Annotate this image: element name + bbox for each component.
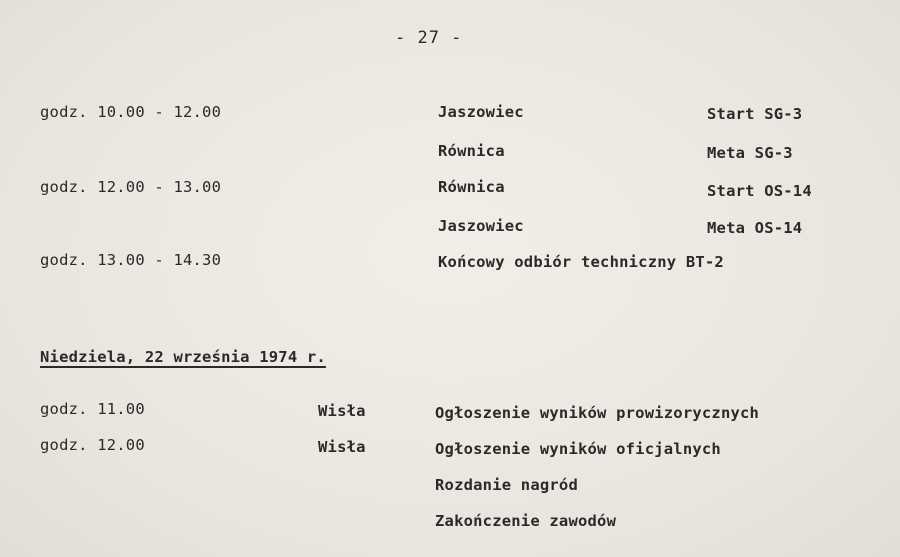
schedule-place: Końcowy odbiór techniczny BT-2 [438, 253, 724, 271]
schedule-time: godz. 13.00 - 14.30 [40, 251, 222, 269]
schedule-event: Start SG-3 [707, 105, 803, 123]
schedule-time: godz. 12.00 - 13.00 [40, 178, 222, 196]
schedule-place: Równica [438, 178, 505, 196]
schedule-place: Równica [438, 142, 505, 160]
schedule-event: Ogłoszenie wyników oficjalnych [435, 440, 721, 458]
page-number: - 27 - [395, 28, 463, 48]
schedule-event: Zakończenie zawodów [435, 512, 617, 530]
schedule-place: Wisła [318, 402, 366, 420]
schedule-event: Ogłoszenie wyników prowizorycznych [435, 404, 760, 422]
schedule-place: Jaszowiec [438, 103, 524, 121]
schedule-time: godz. 11.00 [40, 400, 145, 418]
schedule-event: Meta SG-3 [707, 144, 793, 162]
schedule-time: godz. 12.00 [40, 436, 145, 454]
schedule-event: Start OS-14 [707, 182, 812, 200]
schedule-time: godz. 10.00 - 12.00 [40, 103, 222, 121]
schedule-event: Rozdanie nagród [435, 476, 578, 494]
schedule-place: Jaszowiec [438, 217, 524, 235]
section-heading: Niedziela, 22 września 1974 r. [40, 348, 326, 366]
schedule-event: Meta OS-14 [707, 219, 803, 237]
schedule-place: Wisła [318, 438, 366, 456]
